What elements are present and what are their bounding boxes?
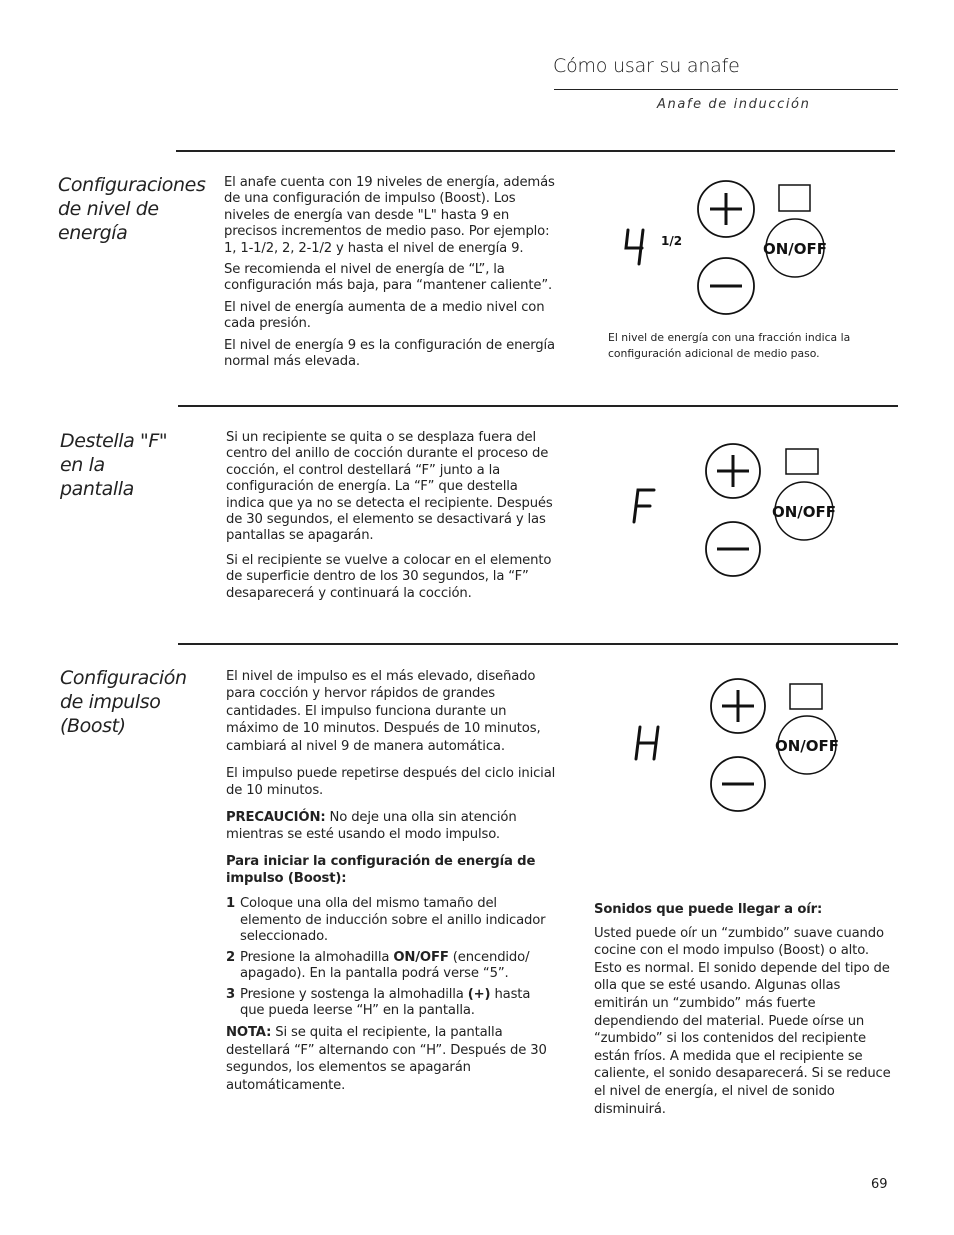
header-divider: [554, 89, 898, 90]
seven-segment-display: [634, 490, 654, 522]
page-header-subtitle: Anafe de inducción: [657, 97, 811, 112]
svg-text:ON/OFF: ON/OFF: [774, 737, 840, 755]
seven-segment-display: [626, 230, 643, 264]
section-body: Si un recipiente se quita o se desplaza fuera del centro del anillo de cocción durante el proceso de cocción, el control destellará “F” junto a la configuración de energía. La “F” que destella indica que ya no se detecta el recipiente. Después de 30 segundos, el elemento se desactivará y las pantallas se apagarán. Si el recipiente se vuelve a colocar en el elemento de superficie dentro de los 30 segundos, la “F” desaparecerá y continuará la cocción.: [226, 430, 553, 601]
fraction-label: 1/2: [661, 234, 683, 248]
control-panel-illustration: [610, 172, 840, 322]
caution-text: PRECAUCIÓN: No deje una olla sin atención mientras se esté usando el modo impulso.: [226, 809, 517, 843]
list-item: 1 Coloque una olla del mismo tamaño del elemento de inducción sobre el anillo indicador seleccionado.: [226, 896, 546, 945]
sounds-heading: Sonidos que puede llegar a oír:: [594, 902, 823, 917]
section-title: Destella "F" en la pantalla: [60, 430, 168, 500]
list-item: 2 Presione la almohadilla ON/OFF (encendido/ apagado). En la pantalla podrá verse “5”.: [226, 949, 530, 982]
display-value: F: [620, 440, 621, 441]
steps-heading: Para iniciar la configuración de energía de impulso (Boost):: [226, 853, 536, 887]
plus-button[interactable]: [698, 181, 754, 237]
indicator-light: [779, 185, 810, 211]
section-title: Configuración de impulso (Boost): [60, 667, 187, 737]
minus-button[interactable]: [698, 258, 754, 314]
steps-list: [226, 896, 558, 1019]
minus-button[interactable]: [711, 757, 765, 811]
display-value: H: [625, 675, 626, 676]
svg-text:ON/OFF: ON/OFF: [771, 503, 837, 521]
on-off-button[interactable]: [775, 716, 839, 774]
section-divider: [176, 150, 895, 152]
section-body: El nivel de impulso es el más elevado, diseñado para cocción y hervor rápidos de grandes cantidades. El impulso funciona durante un máximo de 10 minutos. Después de 10 minutos, cambiará al nivel 9 de manera automática. El impulso puede repetirse después del ciclo inicial de 10 minutos. PRECAUCIÓN: No deje una olla sin atención mientras se esté usando el modo impulso. Para iniciar la configuración de energía de impulso (Boost): 1 Coloque una olla del mismo tamaño del elemento de inducción sobre el anillo indicador seleccionado. 2 Presione la almohadilla ON/OFF (encendido/ apagado). En la pantalla podrá verse “5”. 3 Presione y sostenga la almohadilla (+) hasta que pueda leerse “H” en la pantalla. NOTA: Si se quita el recipiente, la pantalla destellará “F” alternando con “H”. Después de 30 segundos, los elementos se apagarán automáticamente.: [226, 668, 558, 1099]
minus-button[interactable]: [706, 522, 760, 576]
seven-segment-display: [636, 727, 658, 759]
section-title: Configuraciones de nivel de energía: [58, 174, 206, 244]
control-panel-illustration: [625, 675, 855, 815]
panel-caption: El nivel de energía con una fracción indica la configuración adicional de medio paso.: [608, 331, 851, 360]
indicator-light: [790, 684, 822, 709]
sounds-text: Usted puede oír un “zumbido” suave cuando cocine con el modo impulso (Boost) o alto. Esto es normal. El sonido depende del tipo de olla que se esté usando. Algunas ollas emitirán un “zumbido” más fuerte dependiendo del material. Puede oírse un “zumbido” si los contenidos del recipiente están fríos. A medida que el recipiente se caliente, el sonido desaparecerá. Si se reduce el nivel de energía, el nivel de sonido disminuirá.: [594, 925, 891, 1117]
control-panel-illustration: [620, 440, 850, 580]
on-off-button[interactable]: [763, 219, 827, 277]
note-text: NOTA: Si se quita el recipiente, la pantalla destellará “F” alternando con “H”. Después de 30 segundos, los elementos se apagarán automáticamente.: [226, 1025, 547, 1093]
list-item: 3 Presione y sostenga la almohadilla (+) hasta que pueda leerse “H” en la pantalla.: [226, 986, 531, 1018]
section-divider: [178, 643, 898, 645]
section-body: El anafe cuenta con 19 niveles de energía, además de una configuración de impulso (Boost). Los niveles de energía van desde "L" hasta 9 en precisos incrementos de medio paso. Por ejemplo: 1, 1-1/2, 2, 2-1/2 y hasta el nivel de energía 9. Se recomienda el nivel de energía de “L”, la configuración más baja, para “mantener caliente”. El nivel de energía aumenta de a medio nivel con cada presión. El nivel de energía 9 es la configuración de energía normal más elevada.: [224, 175, 555, 370]
plus-button[interactable]: [706, 444, 760, 498]
section-divider: [178, 405, 898, 407]
indicator-light: [786, 449, 818, 474]
plus-button[interactable]: [711, 679, 765, 733]
on-off-button[interactable]: [772, 482, 836, 540]
sounds-block: [594, 901, 898, 1123]
svg-text:ON/OFF: ON/OFF: [762, 240, 828, 258]
page-number: 69: [871, 1177, 888, 1192]
page-header-title: Cómo usar su anafe: [553, 55, 740, 77]
